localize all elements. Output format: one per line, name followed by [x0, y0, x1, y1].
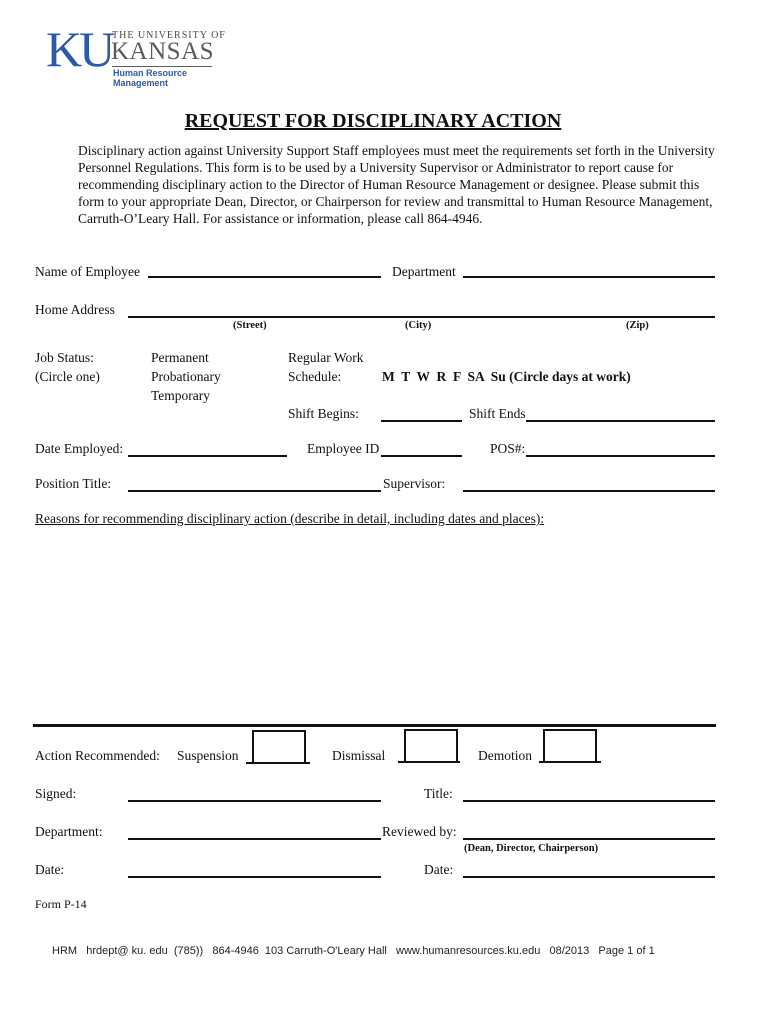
demotion-checkbox[interactable] — [543, 729, 597, 763]
name-of-employee-label: Name of Employee — [35, 264, 140, 279]
schedule-label: Schedule: — [288, 369, 342, 384]
reviewed-by-label: Reviewed by: — [382, 824, 457, 839]
department-label: Department — [392, 264, 456, 279]
status-temporary[interactable]: Temporary — [151, 388, 211, 403]
logo-university: THE UNIVERSITY OF — [112, 30, 226, 41]
intro-paragraph: Disciplinary action against University Support Staff employees must meet the requirements set forth in the University Personnel Regulations. This form is to be used by a University Supervisor or Administrator to report cause for recommending disciplinary action to the Director of Human Resource Management or designee. Please submit this form to your appropriate Dean, Director, or Chairperson for review and transmittal to Human Resource Management, Carruth-O’Leary Hall. For assistance or information, please call 864-4946. — [78, 143, 715, 226]
department-field[interactable] — [463, 276, 715, 278]
street-caption: (Street) — [233, 320, 267, 331]
zip-caption: (Zip) — [626, 320, 649, 331]
job-status-label: Job Status: — [35, 350, 94, 365]
demotion-label: Demotion — [478, 748, 532, 763]
reasons-text-area[interactable] — [35, 532, 715, 720]
date-right-label: Date: — [424, 862, 454, 877]
shift-begins-label: Shift Begins: — [288, 406, 359, 421]
suspension-label: Suspension — [177, 748, 239, 763]
position-title-label: Position Title: — [35, 476, 112, 491]
date-employed-field[interactable] — [128, 455, 287, 457]
logo-dept-line1: Human Resource — [113, 68, 188, 78]
signed-field[interactable] — [128, 800, 381, 802]
date-left-field[interactable] — [128, 876, 381, 878]
date-right-field[interactable] — [463, 876, 715, 878]
work-days-options[interactable]: M T W R F SA Su (Circle days at work) — [382, 369, 631, 384]
suspension-checkbox[interactable] — [252, 730, 306, 764]
logo-department — [113, 68, 187, 88]
title-field[interactable] — [463, 800, 715, 802]
logo-kansas: KANSAS — [111, 38, 215, 65]
logo-divider — [112, 66, 212, 67]
status-permanent[interactable]: Permanent — [151, 350, 209, 365]
action-recommended-label: Action Recommended: — [35, 748, 160, 763]
regular-work-label: Regular Work — [288, 350, 364, 365]
home-address-label: Home Address — [35, 302, 115, 317]
page-footer: HRM hrdept@ ku. edu (785)) 864-4946 103 Carruth-O'Leary Hall www.humanresources.ku.edu 08/2013 Page 1 of 1 — [52, 945, 655, 957]
pos-field[interactable] — [526, 455, 715, 457]
employee-id-label: Employee ID — [307, 441, 380, 456]
shift-ends-field[interactable] — [526, 420, 715, 422]
shift-ends-label: Shift Ends — [469, 406, 526, 421]
city-caption: (City) — [405, 320, 432, 331]
supervisor-field[interactable] — [463, 490, 715, 492]
home-address-field[interactable] — [128, 316, 715, 318]
reasons-label: Reasons for recommending disciplinary action (describe in detail, including dates and places): — [35, 511, 545, 526]
logo-dept-line2: Management — [113, 78, 169, 88]
pos-label: POS#: — [490, 441, 526, 456]
reviewed-by-field[interactable] — [463, 838, 715, 840]
employee-id-field[interactable] — [381, 455, 462, 457]
page-title: REQUEST FOR DISCIPLINARY ACTION — [184, 110, 562, 132]
date-employed-label: Date Employed: — [35, 441, 124, 456]
title-label: Title: — [424, 786, 453, 801]
name-of-employee-field[interactable] — [148, 276, 381, 278]
dismissal-label: Dismissal — [332, 748, 386, 763]
date-left-label: Date: — [35, 862, 65, 877]
section-divider — [33, 724, 716, 727]
demotion-underline — [539, 761, 601, 763]
circle-one-note: (Circle one) — [35, 369, 100, 384]
logo-ku-mark: KU — [46, 21, 113, 77]
shift-begins-field[interactable] — [381, 420, 462, 422]
status-probationary[interactable]: Probationary — [151, 369, 221, 384]
suspension-underline — [246, 762, 310, 764]
dismissal-checkbox[interactable] — [404, 729, 458, 763]
dismissal-underline — [398, 761, 460, 763]
form-number: Form P-14 — [35, 897, 87, 911]
department-signoff-label: Department: — [35, 824, 103, 839]
department-signoff-field[interactable] — [128, 838, 381, 840]
reviewer-caption: (Dean, Director, Chairperson) — [464, 843, 599, 854]
supervisor-label: Supervisor: — [383, 476, 446, 491]
signed-label: Signed: — [35, 786, 77, 801]
position-title-field[interactable] — [128, 490, 381, 492]
